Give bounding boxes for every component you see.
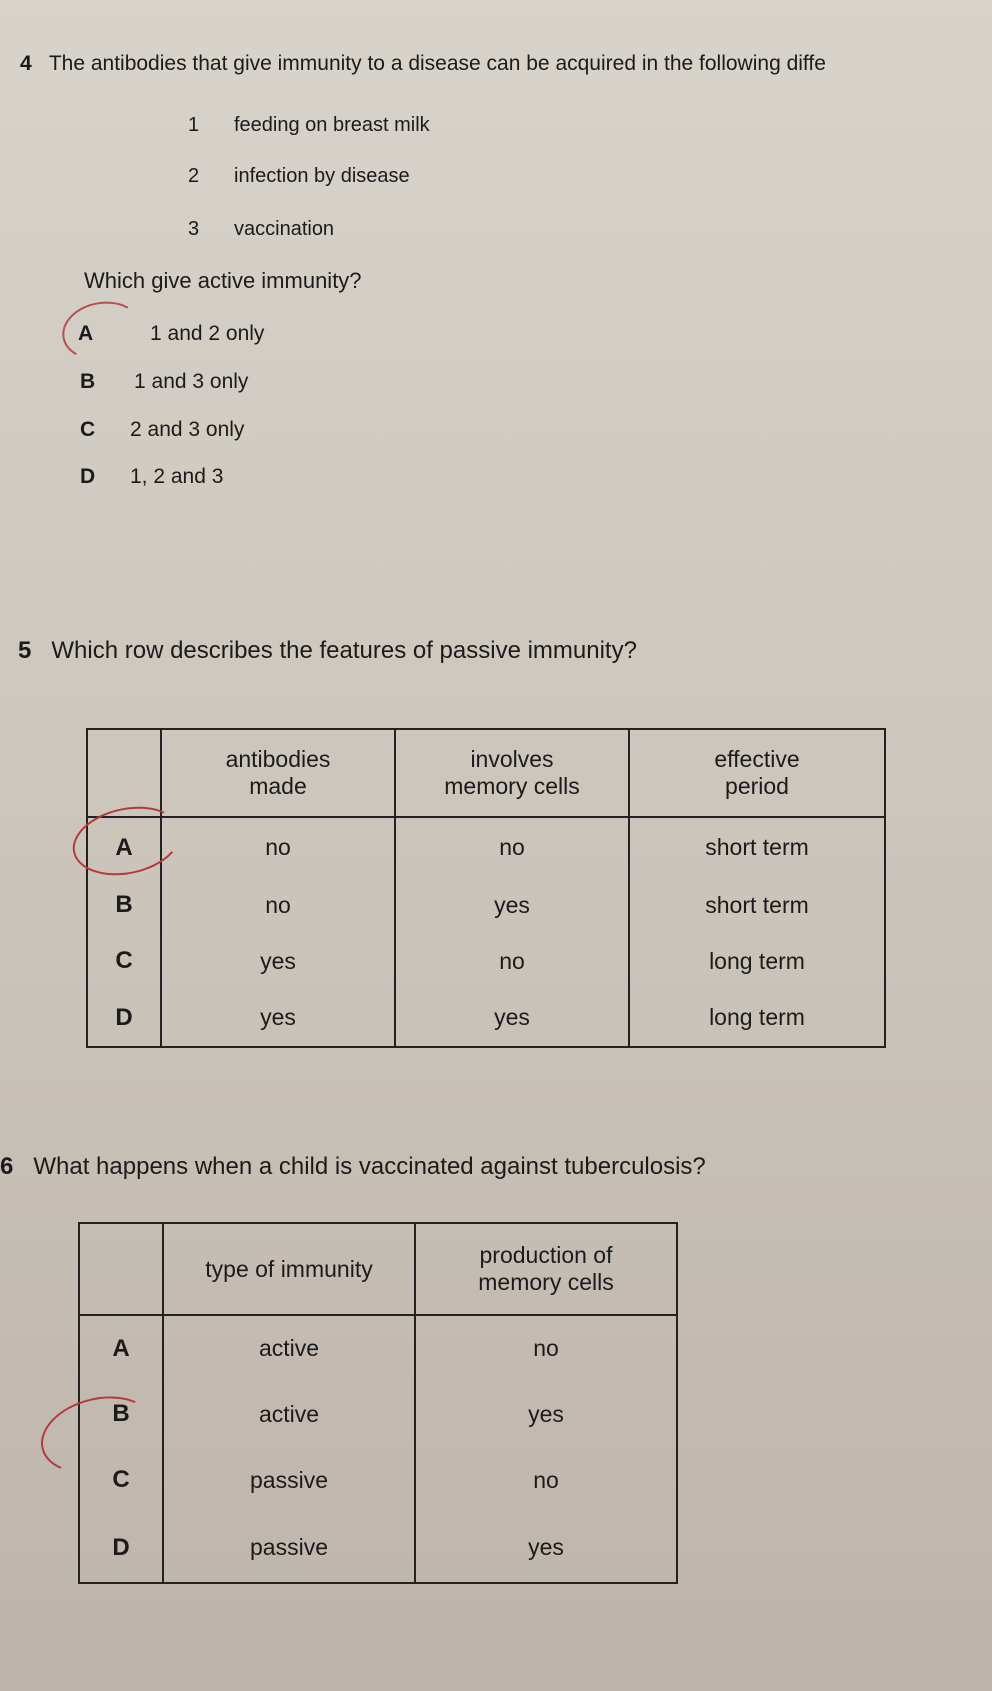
- question-number: 5: [18, 637, 32, 664]
- header-text: memory cells: [444, 773, 580, 799]
- option-d[interactable]: [80, 465, 224, 489]
- item-number: 1: [188, 114, 200, 136]
- table-header-row: [87, 729, 885, 817]
- table-row[interactable]: [79, 1447, 677, 1513]
- table-row[interactable]: [87, 933, 885, 989]
- table-cell: no: [395, 933, 629, 989]
- option-letter: B: [80, 370, 96, 393]
- item-text: feeding on breast milk: [234, 114, 430, 136]
- option-text: 1 and 3 only: [134, 370, 249, 393]
- option-letter: C: [80, 418, 96, 441]
- table-cell: active: [163, 1381, 415, 1447]
- row-letter: D: [79, 1513, 163, 1583]
- option-a[interactable]: [78, 322, 265, 346]
- question-4-stem: [20, 52, 826, 76]
- table-row[interactable]: [87, 877, 885, 933]
- table-cell: short term: [629, 817, 885, 877]
- table-cell: passive: [163, 1513, 415, 1583]
- option-text: 2 and 3 only: [130, 418, 245, 441]
- header-cell: [415, 1223, 677, 1315]
- table-cell: yes: [395, 989, 629, 1047]
- table-row[interactable]: [79, 1315, 677, 1381]
- option-text: 1, 2 and 3: [130, 465, 224, 488]
- header-text: period: [725, 773, 789, 799]
- header-text: made: [249, 773, 307, 799]
- row-letter: D: [87, 989, 161, 1047]
- table-cell: long term: [629, 989, 885, 1047]
- table-cell: no: [161, 877, 395, 933]
- item-3: [188, 218, 335, 241]
- option-text: 1 and 2 only: [150, 322, 265, 345]
- item-number: 2: [188, 165, 200, 187]
- table-cell: yes: [161, 989, 395, 1047]
- answer-mark: [58, 295, 147, 366]
- question-6-table: [78, 1222, 678, 1584]
- header-text: effective: [714, 746, 800, 772]
- option-b[interactable]: [80, 370, 249, 394]
- option-c[interactable]: [80, 418, 245, 442]
- table-cell: no: [415, 1447, 677, 1513]
- row-letter: B: [79, 1381, 163, 1447]
- corner-cell: [87, 729, 161, 817]
- header-text: antibodies: [225, 746, 331, 772]
- option-letter: D: [80, 465, 96, 488]
- question-5-stem: [18, 637, 637, 665]
- table-header-row: [79, 1223, 677, 1315]
- item-2: [188, 165, 410, 188]
- table-cell: yes: [415, 1513, 677, 1583]
- table-cell: active: [163, 1315, 415, 1381]
- row-letter: C: [79, 1447, 163, 1513]
- question-number: 6: [0, 1153, 14, 1180]
- table-cell: no: [415, 1315, 677, 1381]
- question-5-table: [86, 728, 886, 1048]
- table-cell: short term: [629, 877, 885, 933]
- table-cell: long term: [629, 933, 885, 989]
- question-number: 4: [20, 52, 32, 75]
- header-cell: [629, 729, 885, 817]
- header-text: memory cells: [478, 1269, 614, 1295]
- table-cell: passive: [163, 1447, 415, 1513]
- table-row[interactable]: [87, 817, 885, 877]
- table-row[interactable]: [87, 989, 885, 1047]
- table-cell: yes: [395, 877, 629, 933]
- item-text: infection by disease: [234, 165, 410, 187]
- table-cell: no: [161, 817, 395, 877]
- table-row[interactable]: [79, 1513, 677, 1583]
- option-letter: A: [78, 322, 94, 345]
- corner-cell: [79, 1223, 163, 1315]
- header-cell: [395, 729, 629, 817]
- table-cell: yes: [415, 1381, 677, 1447]
- row-letter: C: [87, 933, 161, 989]
- question-stem-text: The antibodies that give immunity to a disease can be acquired in the following diffe: [48, 52, 826, 75]
- table-row[interactable]: [79, 1381, 677, 1447]
- header-cell: [163, 1223, 415, 1315]
- item-text: vaccination: [234, 218, 335, 240]
- header-text: production of: [479, 1242, 613, 1268]
- item-1: [188, 114, 430, 137]
- question-stem-text: What happens when a child is vaccinated against tuberculosis?: [33, 1153, 706, 1180]
- table-cell: no: [395, 817, 629, 877]
- header-text: type of immunity: [205, 1255, 373, 1282]
- header-cell: [161, 729, 395, 817]
- row-letter: A: [79, 1315, 163, 1381]
- row-letter: A: [87, 817, 161, 877]
- item-number: 3: [188, 218, 200, 240]
- question-stem-text: Which row describes the features of passive immunity?: [51, 637, 637, 664]
- table-cell: yes: [161, 933, 395, 989]
- question-4-prompt: Which give active immunity?: [84, 268, 362, 293]
- question-6-stem: [0, 1153, 706, 1181]
- header-text: involves: [470, 746, 554, 772]
- row-letter: B: [87, 877, 161, 933]
